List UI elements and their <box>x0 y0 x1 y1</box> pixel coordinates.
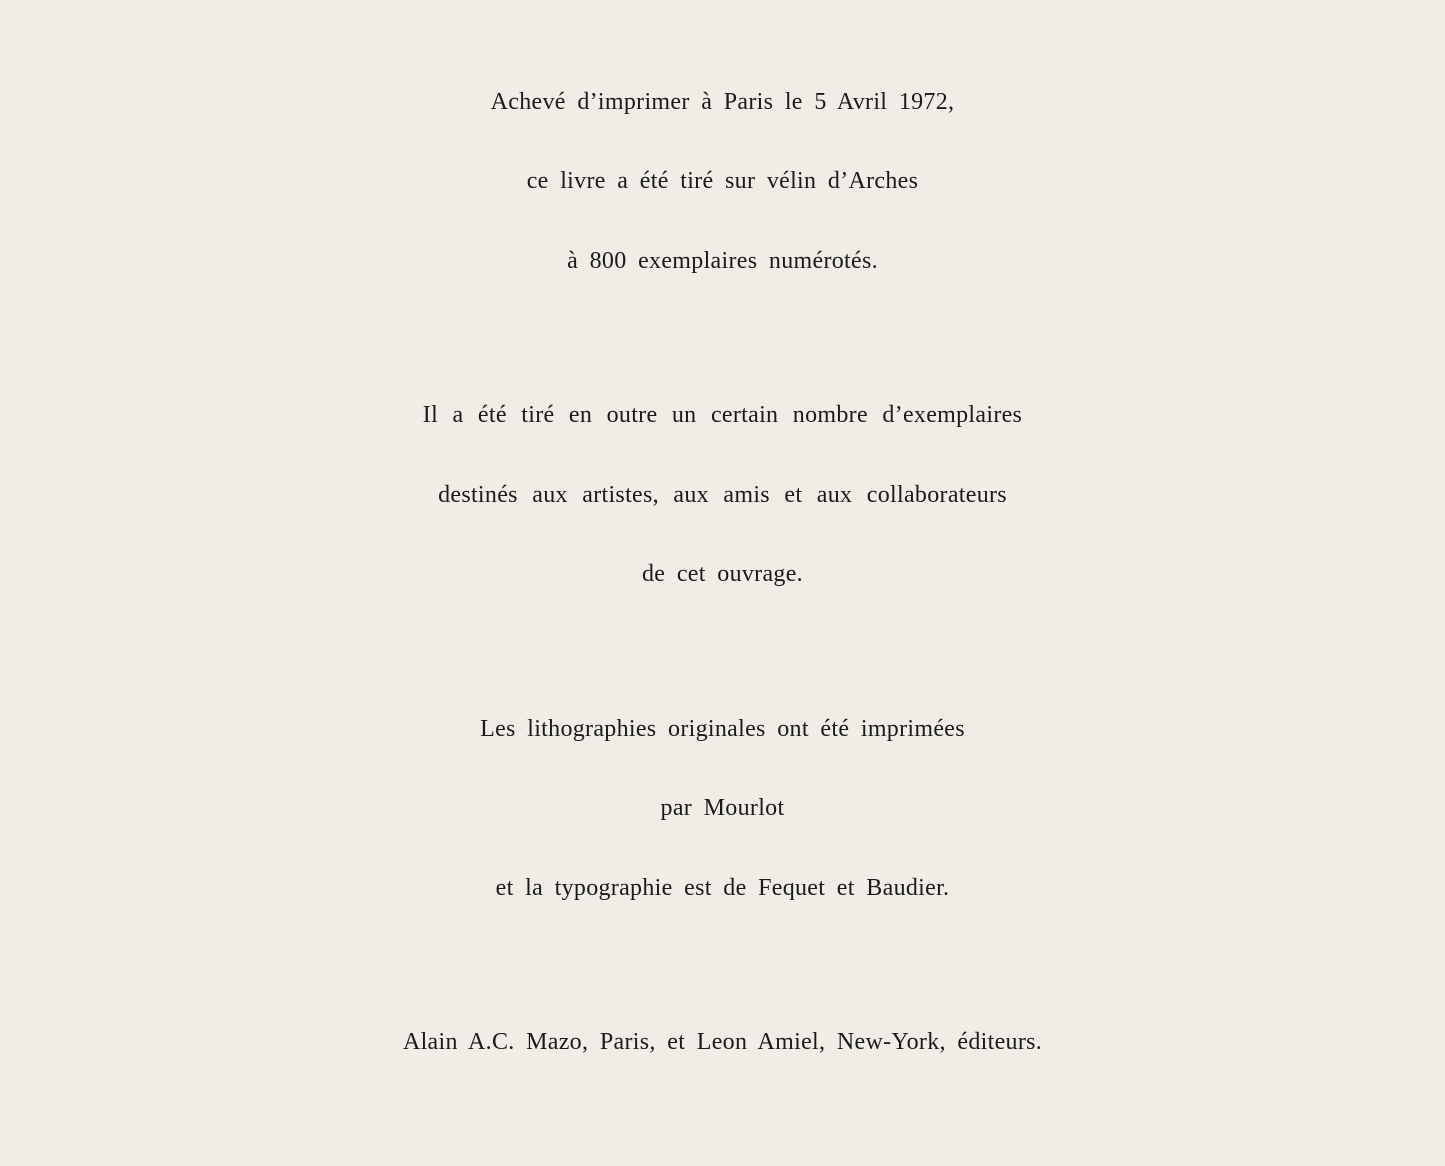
lithograph-printer-line: par Mourlot <box>660 795 785 821</box>
publishers-line: Alain A.C. Mazo, Paris, et Leon Amiel, New-York, éditeurs. <box>402 1029 1043 1055</box>
typography-line: et la typographie est de Fequet et Baudier. <box>495 875 950 901</box>
edition-size-line: à 800 exemplaires numérotés. <box>567 248 878 274</box>
paper-line: ce livre a été tiré sur vélin d’Arches <box>526 168 919 194</box>
extra-copies-line-2: destinés aux artistes, aux amis et aux collaborateurs <box>438 482 1007 508</box>
lithographs-line: Les lithographies originales ont été imprimées <box>480 716 965 742</box>
extra-copies-line-3: de cet ouvrage. <box>642 561 803 587</box>
printing-date-line: Achevé d’imprimer à Paris le 5 Avril 1972, <box>490 89 955 115</box>
extra-copies-line-1: Il a été tiré en outre un certain nombre d’exemplaires <box>422 402 1023 428</box>
